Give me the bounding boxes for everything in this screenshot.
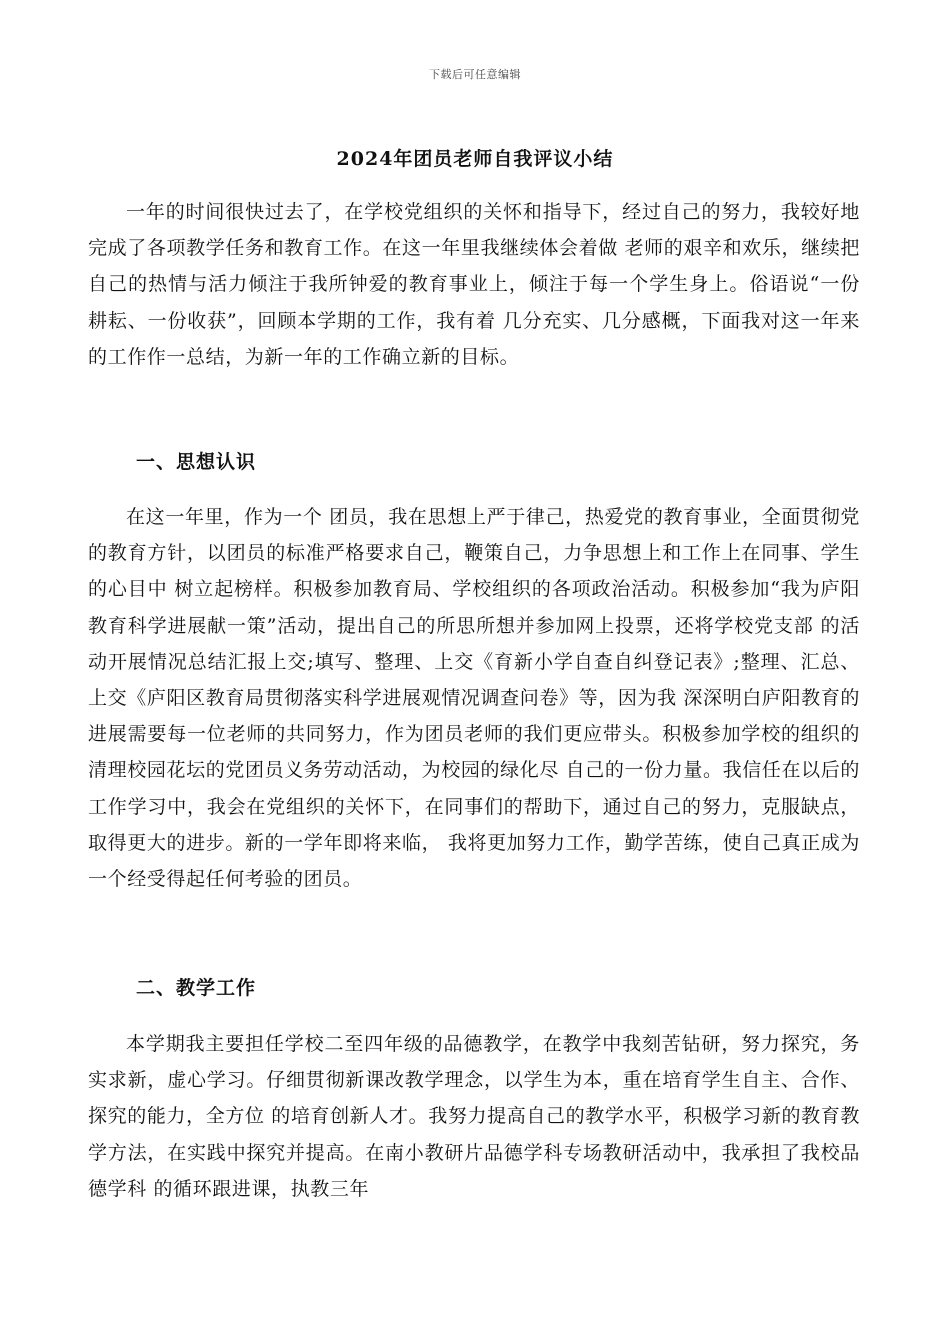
section-paragraph-teaching: 本学期我主要担任学校二至四年级的品德教学，在教学中我刻苦钻研，努力探究，务实求新，虚心学习。仔细贯彻新课改教学理念，以学生为本，重在培育学生自主、合作、探究的能力，全方位 的培育创新人才。我努力提高自己的教学水平，积极学习新的教育教学方法，在实践中探究并提高。在南小教研片品德学科专场教研活动中，我承担了我校品德学科 的循环跟进课，执教三年 bbox=[88, 1033, 860, 1200]
section-paragraph-ideology: 在这一年里，作为一个 团员，我在思想上严于律己，热爱党的教育事业，全面贯彻党的教育方针，以团员的标准严格要求自己，鞭策自己，力争思想上和工作上在同事、学生的心目中 树立起榜样。积极参加教育局、学校组织的各项政治活动。积极参加“我为庐阳教育科学进展献一策”活动，提出自己的所思所想并参加网上投票，还将学校党支部 的活动开展情况总结汇报上交;填写、整理、上交《育新小学自查自纠登记表》;整理、汇总、上交《庐阳区教育局贯彻落实科学进展观情况调查问卷》等，因为我 深深明白庐阳教育的进展需要每一位老师的共同努力，作为团员老师的我们更应带头。积极参加学校的组织的清理校园花坛的党团员义务劳动活动，为校园的绿化尽 自己的一份力量。我信任在以后的工作学习中，我会在党组织的关怀下，在同事们的帮助下，通过自己的努力，克服缺点，取得更大的进步。新的一学年即将来临， 我将更加努力工作，勤学苦练，使自己真正成为一个经受得起任何考验的团员。 bbox=[88, 506, 860, 891]
section-heading-teaching: 二、教学工作 bbox=[136, 977, 257, 999]
document-title: 2024年团员老师自我评议小结 bbox=[336, 148, 614, 170]
intro-paragraph: 一年的时间很快过去了，在学校党组织的关怀和指导下，经过自己的努力，我较好地完成了各项教学任务和教育工作。在这一年里我继续体会着做 老师的艰辛和欢乐，继续把自己的热情与活力倾注于我所钟爱的教育事业上，倾注于每一个学生身上。俗语说“一份耕耘、一份收获”，回顾本学期的工作，我有着 几分充实、几分感概，下面我对这一年来的工作作一总结，为新一年的工作确立新的目标。 bbox=[88, 201, 860, 368]
header-note: 下载后可任意编辑 bbox=[429, 68, 521, 81]
section-heading-ideology: 一、思想认识 bbox=[136, 451, 257, 473]
